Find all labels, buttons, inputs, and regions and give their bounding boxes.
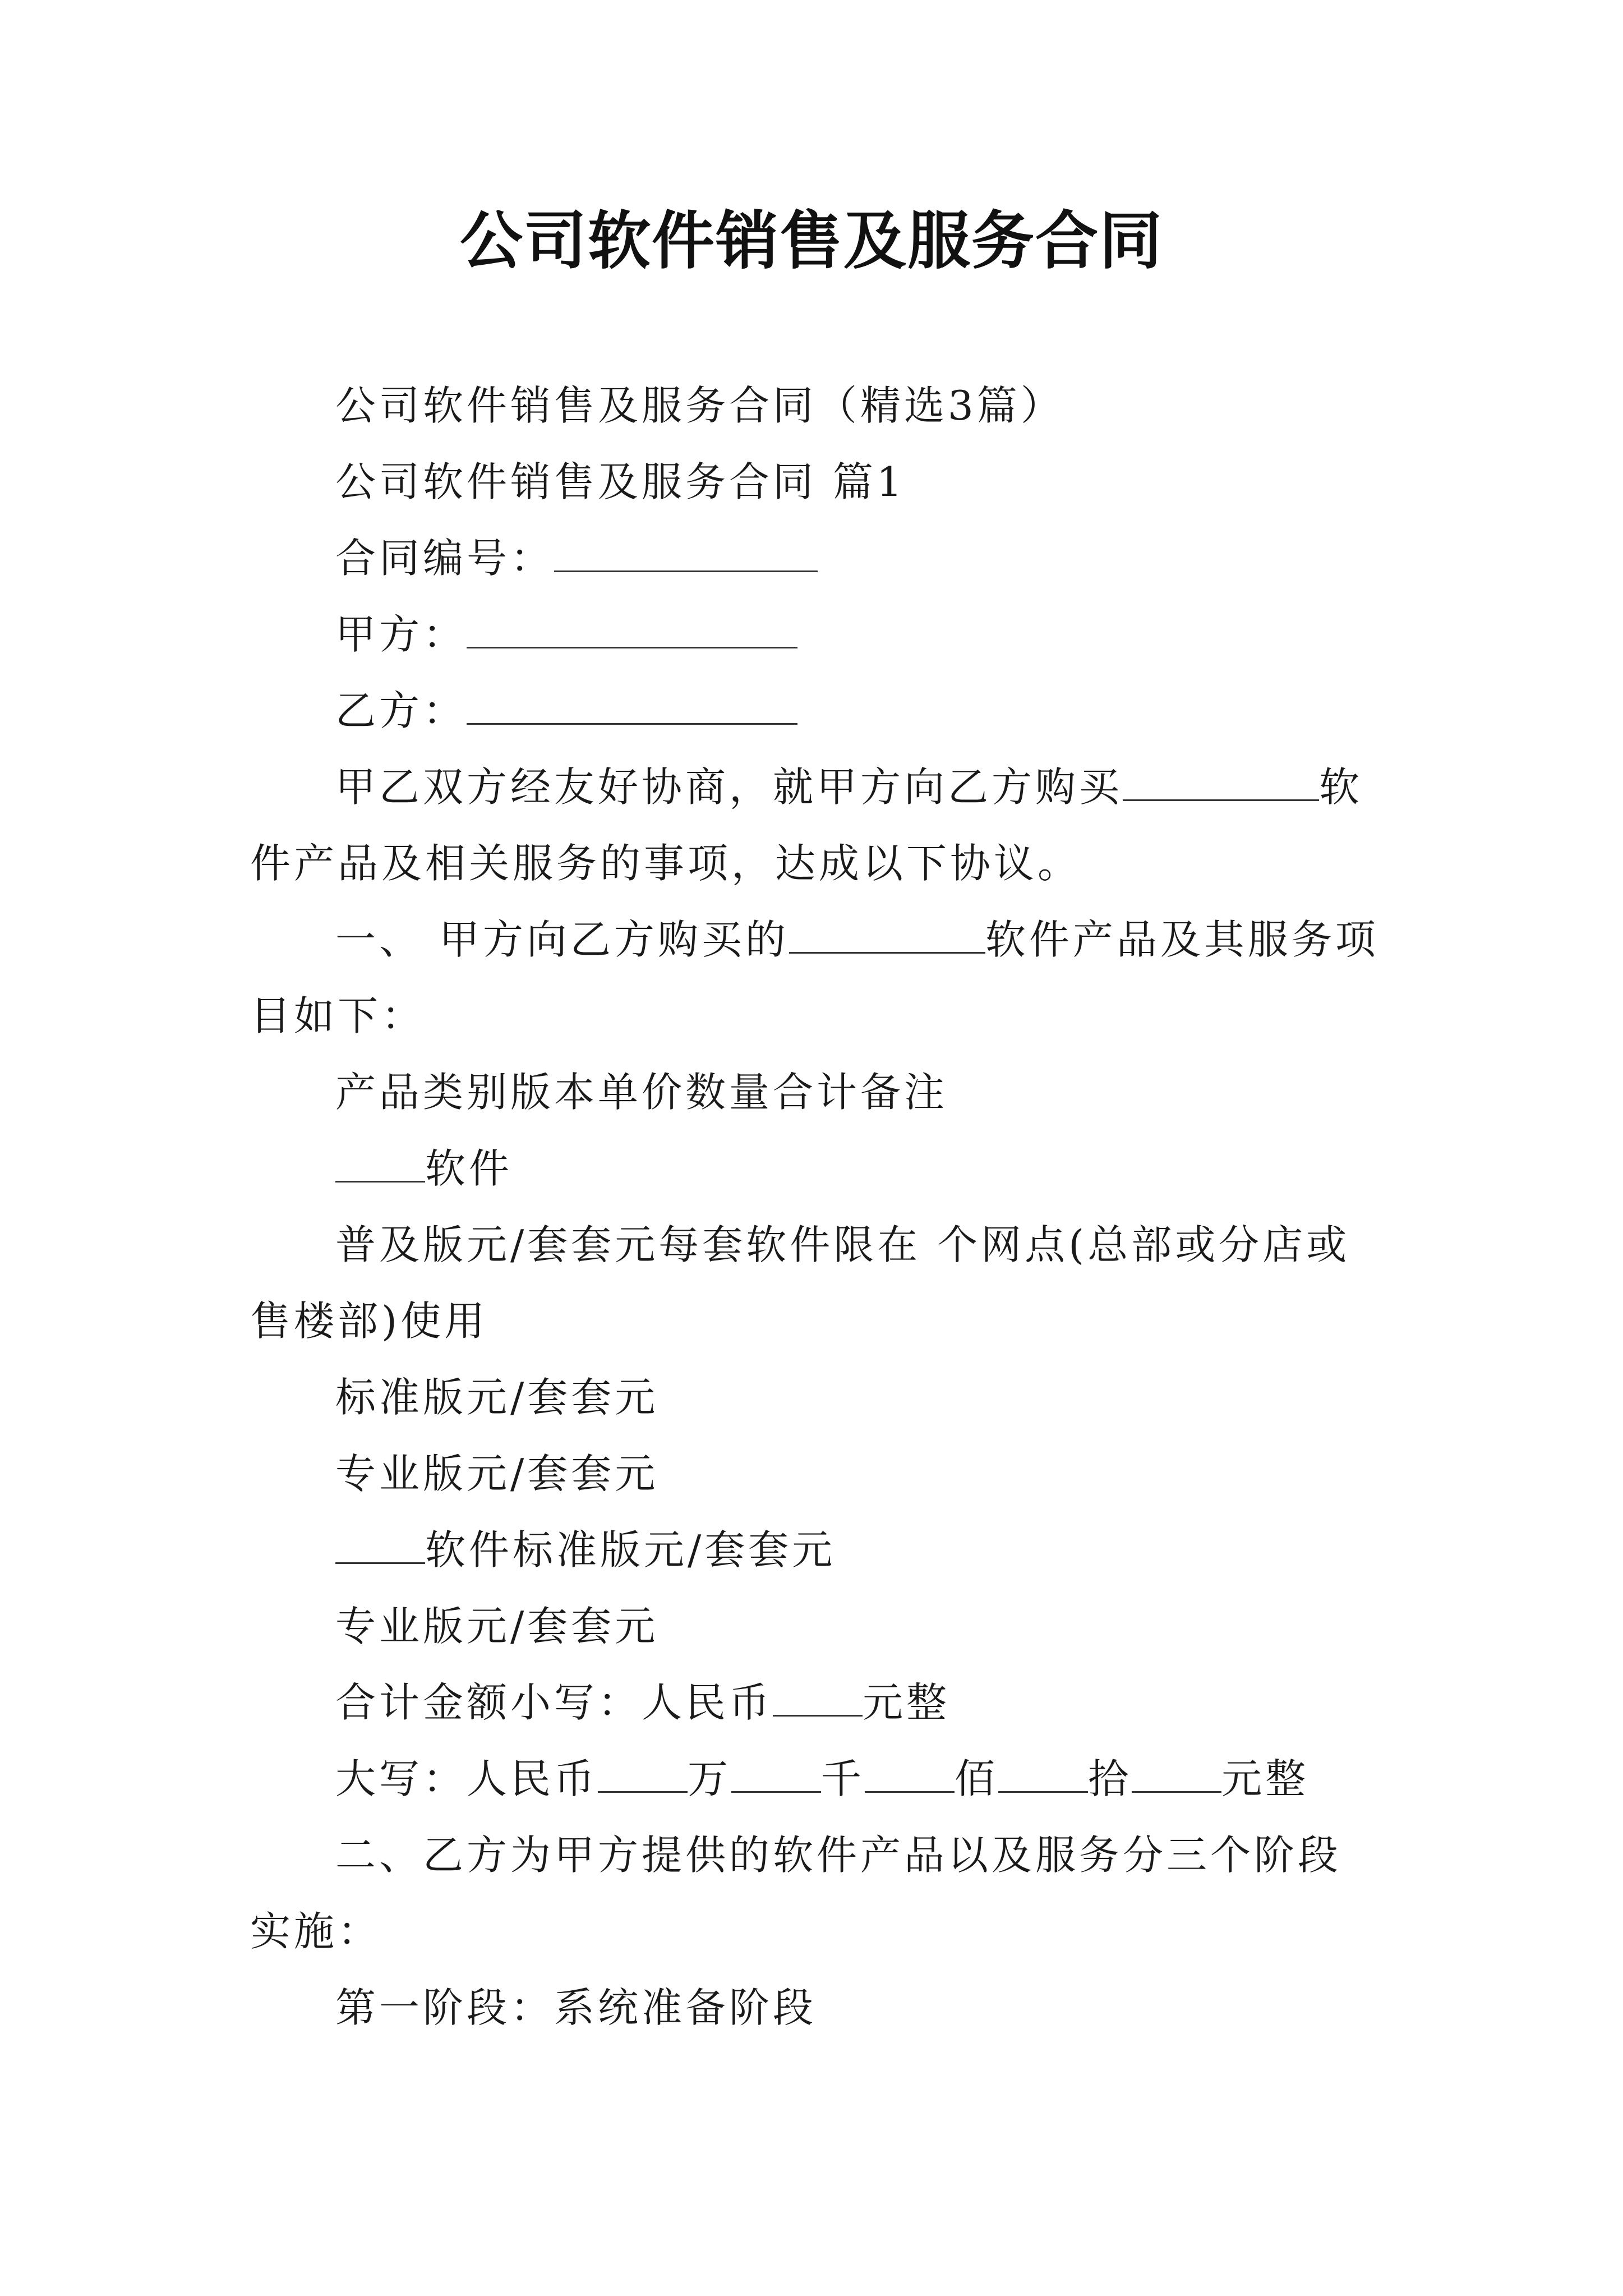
paragraph — [250, 1512, 1381, 1588]
document-body — [250, 367, 1381, 2046]
fill-in-blank[interactable] — [554, 536, 818, 572]
paragraph-text: 软件产品及其服务项目如下： — [250, 916, 1379, 1039]
paragraph — [250, 1664, 1381, 1741]
paragraph-text: 合同编号： — [335, 535, 555, 582]
paragraph-text: 佰 — [955, 1755, 999, 1802]
paragraph-text: 软件产品及相关服务的事项，达成以下协议。 — [250, 763, 1363, 887]
paragraph-text: 二、乙方为甲方提供的软件产品以及服务分三个阶段实施： — [250, 1832, 1342, 1955]
paragraph-text: 甲乙双方经友好协商，就甲方向乙方购买 — [335, 763, 1123, 811]
fill-in-blank[interactable] — [773, 1680, 863, 1717]
paragraph-text: 公司软件销售及服务合同 篇1 — [335, 458, 906, 505]
paragraph — [250, 1970, 1381, 2046]
paragraph — [250, 901, 1381, 1054]
paragraph — [250, 1359, 1381, 1435]
fill-in-blank[interactable] — [598, 1756, 688, 1793]
paragraph — [250, 749, 1381, 901]
paragraph — [250, 520, 1381, 596]
fill-in-blank[interactable] — [1132, 1756, 1221, 1793]
paragraph-text: 甲方： — [335, 611, 467, 658]
paragraph-text: 合计金额小写：人民币 — [335, 1679, 773, 1726]
paragraph-text: 万 — [688, 1755, 732, 1802]
fill-in-blank[interactable] — [467, 612, 797, 648]
fill-in-blank[interactable] — [731, 1756, 821, 1793]
paragraph-text: 普及版元/套套元每套软件限在 个网点(总部或分店或售楼部)使用 — [250, 1221, 1350, 1345]
paragraph — [250, 673, 1381, 749]
fill-in-blank[interactable] — [789, 917, 985, 954]
fill-in-blank[interactable] — [335, 1146, 425, 1182]
paragraph — [250, 1588, 1381, 1664]
paragraph — [250, 1207, 1381, 1359]
paragraph-text: 乙方： — [335, 687, 467, 734]
paragraph — [250, 1741, 1381, 1817]
paragraph — [250, 367, 1381, 444]
paragraph-text: 拾 — [1088, 1755, 1132, 1802]
paragraph — [250, 596, 1381, 673]
paragraph-text: 软件 — [425, 1145, 513, 1192]
paragraph-text: 第一阶段：系统准备阶段 — [335, 1984, 817, 2031]
paragraph-text: 公司软件销售及服务合同（精选3篇） — [335, 382, 1064, 429]
paragraph-text: 标准版元/套套元 — [335, 1374, 659, 1421]
paragraph — [250, 1817, 1381, 1970]
paragraph-text: 大写：人民币 — [335, 1755, 598, 1802]
fill-in-blank[interactable] — [1123, 765, 1319, 801]
paragraph — [250, 1054, 1381, 1130]
paragraph — [250, 444, 1381, 520]
paragraph — [250, 1130, 1381, 1207]
paragraph — [250, 1435, 1381, 1512]
paragraph-text: 专业版元/套套元 — [335, 1603, 659, 1650]
fill-in-blank[interactable] — [998, 1756, 1088, 1793]
document-title: 公司软件销售及服务合同 — [460, 205, 1163, 278]
paragraph-text: 元整 — [863, 1679, 951, 1726]
paragraph-text: 元整 — [1221, 1755, 1310, 1802]
fill-in-blank[interactable] — [865, 1756, 955, 1793]
paragraph-text: 千 — [821, 1755, 865, 1802]
fill-in-blank[interactable] — [467, 688, 797, 725]
paragraph-text: 一、 甲方向乙方购买的 — [335, 916, 789, 963]
paragraph-text: 软件标准版元/套套元 — [425, 1526, 836, 1573]
paragraph-text: 产品类别版本单价数量合计备注 — [335, 1069, 948, 1116]
paragraph-text: 专业版元/套套元 — [335, 1450, 659, 1497]
fill-in-blank[interactable] — [335, 1527, 425, 1564]
